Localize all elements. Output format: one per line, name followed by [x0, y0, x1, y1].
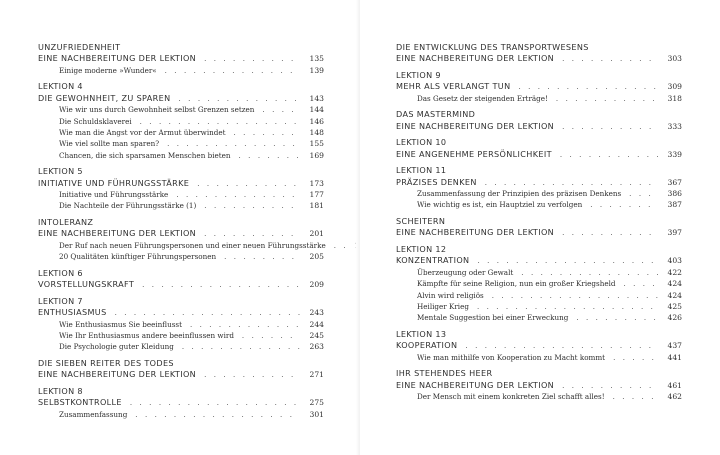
toc-entry-lektion-7[interactable]	[38, 296, 324, 307]
page-number: 424	[667, 290, 682, 300]
toc-heading-text: KOOPERATION	[396, 340, 458, 351]
toc-heading-text: EINE NACHBEREITUNG DER LEKTION	[396, 379, 555, 390]
toc-heading-text: DIE SIEBEN REITER DES TODES	[38, 357, 174, 368]
page-number: 275	[309, 398, 324, 408]
page-number: 386	[667, 189, 682, 199]
toc-heading-text: EINE NACHBEREITUNG DER LEKTION	[38, 53, 197, 64]
toc-subentry-title: Der Ruf nach neuen Führungspersonen und einer neuen Führungsstärke	[59, 240, 326, 250]
page-number: 397	[667, 228, 682, 238]
toc-section	[38, 166, 324, 212]
page-number: 422	[667, 267, 682, 277]
toc-entry-intoleranz[interactable]	[38, 217, 324, 228]
toc-section	[396, 368, 682, 402]
page-number: 462	[667, 392, 682, 402]
toc-entry-eine-nachbereitung-der-lektion[interactable]	[396, 380, 682, 391]
dot-leader	[629, 189, 658, 200]
right-page	[360, 0, 720, 455]
toc-entry-die-psychologie-guter-kleidung[interactable]	[38, 341, 324, 352]
right-toc	[396, 42, 682, 408]
page-number: 367	[667, 177, 682, 187]
toc-subentry-title: Wie viel sollte man sparen?	[59, 139, 160, 149]
toc-entry-eine-nachbereitung-der-lektion[interactable]	[38, 369, 324, 380]
dot-leader	[623, 279, 658, 290]
toc-entry-lektion-11[interactable]	[396, 165, 682, 176]
left-toc	[38, 42, 324, 425]
page-number: 169	[309, 150, 324, 160]
toc-section	[38, 386, 324, 420]
page-number: 309	[667, 82, 682, 92]
toc-entry-eine-nachbereitung-der-lektion[interactable]	[396, 53, 682, 64]
toc-section	[38, 296, 324, 353]
toc-entry-heiliger-krieg[interactable]	[396, 301, 682, 312]
page-number: 146	[309, 116, 324, 126]
toc-entry-initiative-und-fuehrungsstaerke[interactable]	[38, 189, 324, 200]
toc-heading-text: LEKTION 8	[38, 385, 83, 396]
dot-leader	[130, 398, 300, 409]
toc-entry-eine-nachbereitung-der-lektion[interactable]	[396, 121, 682, 132]
toc-entry-ueberzeugung-oder-gewalt[interactable]	[396, 267, 682, 278]
page-number: 441	[667, 352, 682, 362]
toc-heading-text: LEKTION 10	[396, 137, 447, 148]
page-number: 243	[309, 308, 324, 318]
toc-heading-text: LEKTION 4	[38, 81, 83, 92]
toc-subentry-title: Alvin wird religiös	[417, 290, 484, 300]
page-number: 155	[309, 139, 324, 149]
toc-subentry-title: Wie wichtig es ist, ein Hauptziel zu verfolgen	[417, 200, 583, 210]
page-number: 143	[309, 93, 324, 103]
toc-section	[396, 329, 682, 363]
page-number: 387	[667, 200, 682, 210]
toc-entry-wie-ihr-enthusiasmus-andere-beeinflussen[interactable]	[38, 330, 324, 341]
dot-leader	[165, 66, 300, 77]
toc-subentry-title: 20 Qualitäten künftiger Führungspersonen	[59, 252, 217, 262]
dot-leader	[576, 313, 658, 324]
toc-section	[396, 70, 682, 104]
toc-entry-das-gesetz-der-steigenden-ertraege[interactable]	[396, 93, 682, 104]
toc-heading-text: LEKTION 11	[396, 165, 447, 176]
dot-leader	[262, 105, 300, 116]
page-number: 271	[309, 370, 324, 380]
toc-entry-wie-wir-uns-durch-gewohnheit-selbst-gren[interactable]	[38, 104, 324, 115]
toc-entry-mentale-suggestion-bei-einer-erweckung[interactable]	[396, 312, 682, 323]
toc-entry-chancen-die-sich-sparsamen-menschen-biet[interactable]	[38, 150, 324, 161]
toc-entry-wie-man-die-angst-vor-der-armut-ueberwin[interactable]	[38, 127, 324, 138]
toc-heading-text: ENTHUSIASMUS	[38, 307, 107, 318]
toc-heading-text: SELBSTKONTROLLE	[38, 397, 122, 408]
page-number: 135	[309, 54, 324, 64]
toc-entry-wie-enthusiasmus-sie-beeinflusst[interactable]	[38, 319, 324, 330]
toc-section	[38, 358, 324, 381]
toc-entry-lektion-6[interactable]	[38, 268, 324, 279]
toc-entry-die-sieben-reiter-des-todes[interactable]	[38, 358, 324, 369]
toc-entry-vorstellungskraft[interactable]	[38, 279, 324, 290]
toc-entry-lektion-9[interactable]	[396, 70, 682, 81]
page-number: 303	[667, 54, 682, 64]
toc-heading-text: EINE NACHBEREITUNG DER LEKTION	[38, 228, 197, 239]
toc-heading-text: DIE GEWOHNHEIT, ZU SPAREN	[38, 92, 171, 103]
toc-entry-eine-nachbereitung-der-lektion[interactable]	[396, 227, 682, 238]
toc-entry-selbstkontrolle[interactable]	[38, 397, 324, 408]
toc-heading-text: LEKTION 9	[396, 69, 441, 80]
toc-heading-text: DAS MASTERMIND	[396, 109, 476, 120]
page-number: 181	[309, 201, 324, 211]
dot-leader	[204, 54, 300, 65]
page-number: 333	[667, 121, 682, 131]
toc-entry-initiative-und-fuehrungsstaerke[interactable]	[38, 178, 324, 189]
toc-heading-text: IHR STEHENDES HEER	[396, 368, 493, 379]
toc-entry-die-nachteile-der-fuehrungsstaerke-1[interactable]	[38, 200, 324, 211]
toc-entry-der-mensch-mit-einem-konkreten-ziel-scha[interactable]	[396, 391, 682, 402]
toc-entry-eine-angenehme-persoenlichkeit[interactable]	[396, 149, 682, 160]
toc-subentry-title: Der Mensch mit einem konkreten Ziel schafft alles!	[417, 392, 605, 402]
page-number: 426	[667, 313, 682, 323]
toc-entry-lektion-8[interactable]	[38, 386, 324, 397]
toc-subentry-title: Wie Enthusiasmus Sie beeinflusst	[59, 319, 182, 329]
toc-subentry-title: Einige moderne »Wunder«	[59, 65, 157, 75]
page-number: 425	[667, 301, 682, 311]
dot-leader	[239, 151, 300, 162]
toc-heading-text: EINE NACHBEREITUNG DER LEKTION	[396, 120, 555, 131]
dot-leader	[234, 128, 300, 139]
dot-leader	[560, 150, 658, 161]
toc-heading-text: LEKTION 5	[38, 166, 83, 177]
dot-leader	[182, 342, 300, 353]
toc-entry-die-gewohnheit-zu-sparen[interactable]	[38, 93, 324, 104]
toc-heading-text: INITIATIVE UND FÜHRUNGSSTÄRKE	[38, 177, 190, 188]
toc-entry-die-schuldsklaverei[interactable]	[38, 116, 324, 127]
dot-leader	[197, 179, 300, 190]
dot-leader	[562, 228, 658, 239]
dot-leader	[562, 122, 658, 133]
toc-subentry-title: Mentale Suggestion bei einer Erweckung	[417, 313, 569, 323]
toc-section	[396, 42, 682, 65]
toc-entry-lektion-13[interactable]	[396, 329, 682, 340]
toc-entry-scheitern[interactable]	[396, 216, 682, 227]
page-number: 144	[309, 105, 324, 115]
toc-heading-text: LEKTION 12	[396, 243, 447, 254]
page-number: 403	[667, 256, 682, 266]
dot-leader	[562, 54, 658, 65]
page-number: 177	[309, 190, 324, 200]
toc-heading-text: EINE NACHBEREITUNG DER LEKTION	[38, 369, 197, 380]
toc-heading-text: KONZENTRATION	[396, 255, 470, 266]
toc-subentry-title: Kämpfte für seine Religion, nun ein großer Kriegsheld	[417, 279, 616, 289]
toc-heading-text: LEKTION 7	[38, 295, 83, 306]
page-number: 209	[309, 280, 324, 290]
toc-entry-eine-nachbereitung-der-lektion[interactable]	[38, 53, 324, 64]
dot-leader	[204, 370, 300, 381]
toc-subentry-title: Heiliger Krieg	[417, 301, 469, 311]
toc-section	[38, 81, 324, 161]
toc-entry-mehr-als-verlangt-tun[interactable]	[396, 81, 682, 92]
dot-leader	[242, 331, 300, 342]
toc-section	[396, 165, 682, 211]
toc-subentry-title: Die Psychologie guter Kleidung	[59, 342, 174, 352]
toc-heading-text: DIE ENTWICKLUNG DES TRANSPORTWESENS	[396, 42, 589, 52]
toc-section	[396, 109, 682, 132]
toc-entry-wie-man-mithilfe-von-kooperation-zu-mach[interactable]	[396, 352, 682, 363]
page-number: 318	[667, 93, 682, 103]
toc-entry-das-mastermind[interactable]	[396, 109, 682, 120]
toc-entry-lektion-12[interactable]	[396, 244, 682, 255]
toc-heading-text: PRÄZISES DENKEN	[396, 176, 477, 187]
toc-subentry-title: Das Gesetz der steigenden Erträge!	[417, 93, 548, 103]
toc-heading-text: VORSTELLUNGSKRAFT	[38, 279, 135, 290]
toc-entry-kooperation[interactable]	[396, 340, 682, 351]
toc-section	[38, 217, 324, 263]
toc-entry-alvin-wird-religioes[interactable]	[396, 290, 682, 301]
toc-subentry-title: Chancen, die sich sparsamen Menschen bieten	[59, 150, 231, 160]
toc-section	[396, 216, 682, 239]
toc-subentry-title: Überzeugung oder Gewalt	[417, 267, 514, 277]
page-number: 201	[309, 229, 324, 239]
toc-heading-text: INTOLERANZ	[38, 217, 94, 228]
toc-subentry-title: Die Schuldsklaverei	[59, 116, 132, 126]
toc-section	[38, 268, 324, 291]
toc-section	[38, 42, 324, 76]
page-number: 173	[309, 178, 324, 188]
toc-heading-text: EINE ANGENEHME PERSÖNLICHKEIT	[396, 148, 552, 159]
toc-entry-lektion-4[interactable]	[38, 81, 324, 92]
dot-leader	[613, 353, 658, 364]
toc-entry-zusammenfassung-der-prinzipien-des-praez[interactable]	[396, 188, 682, 199]
toc-entry-der-ruf-nach-neuen-fuehrungspersonen-und[interactable]	[38, 240, 324, 251]
toc-entry-zusammenfassung[interactable]	[38, 409, 324, 420]
toc-entry-lektion-5[interactable]	[38, 166, 324, 177]
dot-leader	[590, 200, 658, 211]
dot-leader	[613, 392, 658, 403]
toc-entry-lektion-10[interactable]	[396, 137, 682, 148]
toc-entry-ihr-stehendes-heer[interactable]	[396, 368, 682, 379]
toc-subentry-title: Zusammenfassung der Prinzipien des präzisen Denkens	[417, 189, 622, 199]
toc-heading-text: SCHEITERN	[396, 216, 446, 227]
toc-entry-konzentration[interactable]	[396, 255, 682, 266]
dot-leader	[135, 410, 300, 421]
page-number: 437	[667, 341, 682, 351]
toc-entry-die-entwicklung-des-transportwesens[interactable]	[396, 42, 682, 53]
toc-subentry-title: Initiative und Führungsstärke	[59, 190, 169, 200]
dot-leader	[142, 280, 300, 291]
page-number: 339	[667, 149, 682, 159]
toc-subentry-title: Zusammenfassung	[59, 409, 128, 419]
page-number: 139	[309, 65, 324, 75]
page-number: 424	[667, 279, 682, 289]
page-number: 301	[309, 409, 324, 419]
toc-heading-text: EINE NACHBEREITUNG DER LEKTION	[396, 227, 555, 238]
toc-subentry-title: Wie wir uns durch Gewohnheit selbst Grenzen setzen	[59, 105, 255, 115]
toc-subentry-title: Wie man die Angst vor der Armut überwindet	[59, 127, 226, 137]
toc-heading-text: EINE NACHBEREITUNG DER LEKTION	[396, 53, 555, 64]
toc-entry-wie-wichtig-es-ist-ein-hauptziel-zu-verf[interactable]	[396, 199, 682, 210]
toc-entry-eine-nachbereitung-der-lektion[interactable]	[38, 228, 324, 239]
page-number: 461	[667, 380, 682, 390]
dot-leader	[204, 201, 300, 212]
toc-heading-text: LEKTION 6	[38, 267, 83, 278]
toc-heading-text: MEHR ALS VERLANGT TUN	[396, 81, 511, 92]
page-number: 205	[309, 252, 324, 262]
toc-section	[396, 244, 682, 324]
toc-entry-kaempfte-fuer-seine-religion-nun-ein-gro[interactable]	[396, 278, 682, 289]
dot-leader	[556, 94, 658, 105]
toc-entry-enthusiasmus[interactable]	[38, 307, 324, 318]
toc-entry-20-qualitaeten-kuenftiger-fuehrungsperso[interactable]	[38, 251, 324, 262]
page-number: 263	[309, 342, 324, 352]
page-number: 244	[309, 319, 324, 329]
toc-subentry-title: Wie man mithilfe von Kooperation zu Macht kommt	[417, 352, 606, 362]
toc-entry-einige-moderne-wunder[interactable]	[38, 65, 324, 76]
page-number: 148	[309, 127, 324, 137]
dot-leader	[224, 252, 300, 263]
toc-entry-wie-viel-sollte-man-sparen[interactable]	[38, 138, 324, 149]
page-number: 245	[309, 330, 324, 340]
toc-entry-praezises-denken[interactable]	[396, 177, 682, 188]
toc-entry-unzufriedenheit[interactable]	[38, 42, 324, 53]
dot-leader	[334, 241, 346, 252]
toc-heading-text: UNZUFRIEDENHEIT	[38, 42, 121, 52]
toc-heading-text: LEKTION 13	[396, 328, 447, 339]
toc-section	[396, 137, 682, 160]
toc-subentry-title: Wie Ihr Enthusiasmus andere beeinflussen wird	[59, 330, 234, 340]
toc-subentry-title: Die Nachteile der Führungsstärke (1)	[59, 201, 197, 211]
dot-leader	[492, 291, 658, 302]
